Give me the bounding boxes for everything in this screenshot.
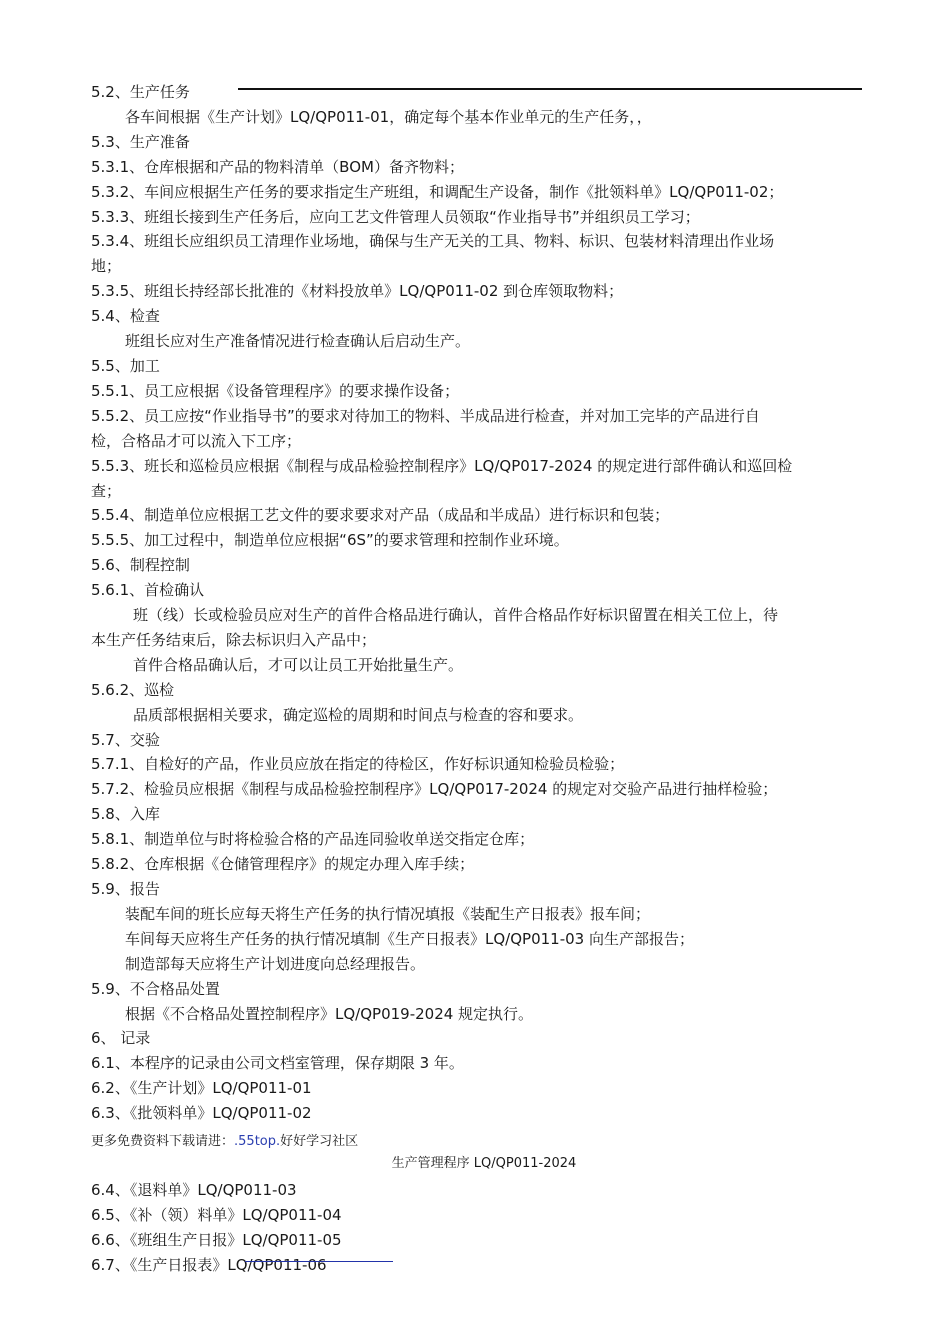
text-line: 首件合格品确认后，才可以让员工开始批量生产。 — [133, 655, 464, 674]
footer-suffix: 好好学习社区 — [280, 1134, 359, 1149]
text-line: 6.6、《班组生产日报》LQ/QP011-05 — [91, 1230, 342, 1249]
text-line: 根据《不合格品处置控制程序》LQ/QP019-2024 规定执行。 — [125, 1004, 534, 1023]
text-line: 制造部每天应将生产计划进度向总经理报告。 — [125, 954, 426, 973]
text-line: 班组长应对生产准备情况进行检查确认后启动生产。 — [125, 332, 471, 351]
text-line: 6.2、《生产计划》LQ/QP011-01 — [91, 1079, 312, 1098]
page-footer — [91, 1131, 358, 1153]
strike-line — [245, 1261, 393, 1262]
text-line: 5.5.1、员工应根据《设备管理程序》的要求操作设备； — [91, 381, 460, 400]
text-line: 5.6.1、首检确认 — [91, 581, 205, 600]
page-header-title: 生产管理程序 LQ/QP011-2024 — [391, 1156, 577, 1171]
text-line: 班（线）长或检验员应对生产的首件合格品进行确认，首件合格品作好标识留置在相关工位上，待 — [133, 606, 779, 625]
text-line: 5.9、不合格品处置 — [91, 979, 220, 998]
text-line: 5.7.2、检验员应根据《制程与成品检验控制程序》LQ/QP017-2024 的规定对交验产品进行抽样检验； — [91, 780, 778, 799]
footer-link[interactable]: .55top. — [234, 1134, 281, 1149]
text-line: 5.3.3、班组长接到生产任务后，应向工艺文件管理人员领取“作业指导书”并组织员工学习； — [91, 207, 700, 226]
text-line: 本生产任务结束后，除去标识归入产品中； — [91, 630, 377, 649]
text-line: 6、 记录 — [91, 1029, 151, 1048]
text-line: 5.7、交验 — [91, 730, 160, 749]
footer-prefix: 更多免费资料下载请进： — [91, 1134, 235, 1149]
text-line: 5.5.5、加工过程中，制造单位应根据“6S”的要求管理和控制作业环境。 — [91, 531, 569, 550]
text-line: 5.6、制程控制 — [91, 556, 190, 575]
text-line: 5.8、入库 — [91, 805, 160, 824]
text-line: 5.3.4、班组长应组织员工清理作业场地，确保与生产无关的工具、物料、标识、包装材料清理出作业场 — [91, 232, 775, 251]
text-line: 查； — [91, 481, 122, 500]
document-body — [91, 80, 881, 1126]
text-line: 5.5.3、班长和巡检员应根据《制程与成品检验控制程序》LQ/QP017-2024 的规定进行部件确认和巡回检 — [91, 456, 793, 475]
text-line: 地； — [91, 257, 122, 276]
text-line: 5.7.1、自检好的产品，作业员应放在指定的待检区，作好标识通知检验员检验； — [91, 755, 625, 774]
text-line: 5.3.5、班组长持经部长批准的《材料投放单》LQ/QP011-02 到仓库领取物料； — [91, 282, 624, 301]
text-line: 装配车间的班长应每天将生产任务的执行情况填报《装配生产日报表》报车间； — [125, 904, 651, 923]
text-line: 5.6.2、巡检 — [91, 680, 175, 699]
text-line: 各车间根据《生产计划》LQ/QP011-01，确定每个基本作业单元的生产任务，， — [125, 107, 652, 126]
text-line: 5.3.2、车间应根据生产任务的要求指定生产班组，和调配生产设备，制作《批领料单》LQ/QP011-02； — [91, 182, 784, 201]
text-line: 6.4、《退料单》LQ/QP011-03 — [91, 1181, 297, 1199]
text-line: 5.8.2、仓库根据《仓储管理程序》的规定办理入库手续； — [91, 855, 475, 874]
text-line: 车间每天应将生产任务的执行情况填制《生产日报表》LQ/QP011-03 向生产部报告； — [125, 929, 694, 948]
text-line: 5.8.1、制造单位与时将检验合格的产品连同验收单送交指定仓库； — [91, 830, 535, 849]
text-line: 5.4、检查 — [91, 307, 160, 326]
text-line: 5.3、生产准备 — [91, 132, 190, 151]
text-line: 5.9、报告 — [91, 880, 160, 898]
text-line: 6.1、本程序的记录由公司文档室管理，保存期限 3 年。 — [91, 1054, 464, 1073]
text-line: 品质部根据相关要求，确定巡检的周期和时间点与检查的容和要求。 — [133, 705, 584, 724]
text-line: 5.5、加工 — [91, 356, 160, 375]
document-body-page-2 — [91, 1178, 881, 1278]
text-line: 6.7、《生产日报表》LQ/QP011-06 — [91, 1255, 327, 1274]
text-line: 5.5.4、制造单位应根据工艺文件的要求要求对产品（成品和半成品）进行标识和包装； — [91, 506, 670, 525]
text-line: 5.5.2、员工应按“作业指导书”的要求对待加工的物料、半成品进行检查，并对加工完毕的产品进行自 — [91, 406, 760, 425]
text-line: 检，合格品才可以流入下工序； — [91, 431, 302, 450]
text-line: 6.5、《补（领）料单》LQ/QP011-04 — [91, 1205, 342, 1224]
text-line: 6.3、《批领料单》LQ/QP011-02 — [91, 1104, 312, 1123]
text-line: 5.2、生产任务 — [91, 83, 190, 101]
text-line: 5.3.1、仓库根据和产品的物料清单（BOM）备齐物料； — [91, 157, 464, 176]
